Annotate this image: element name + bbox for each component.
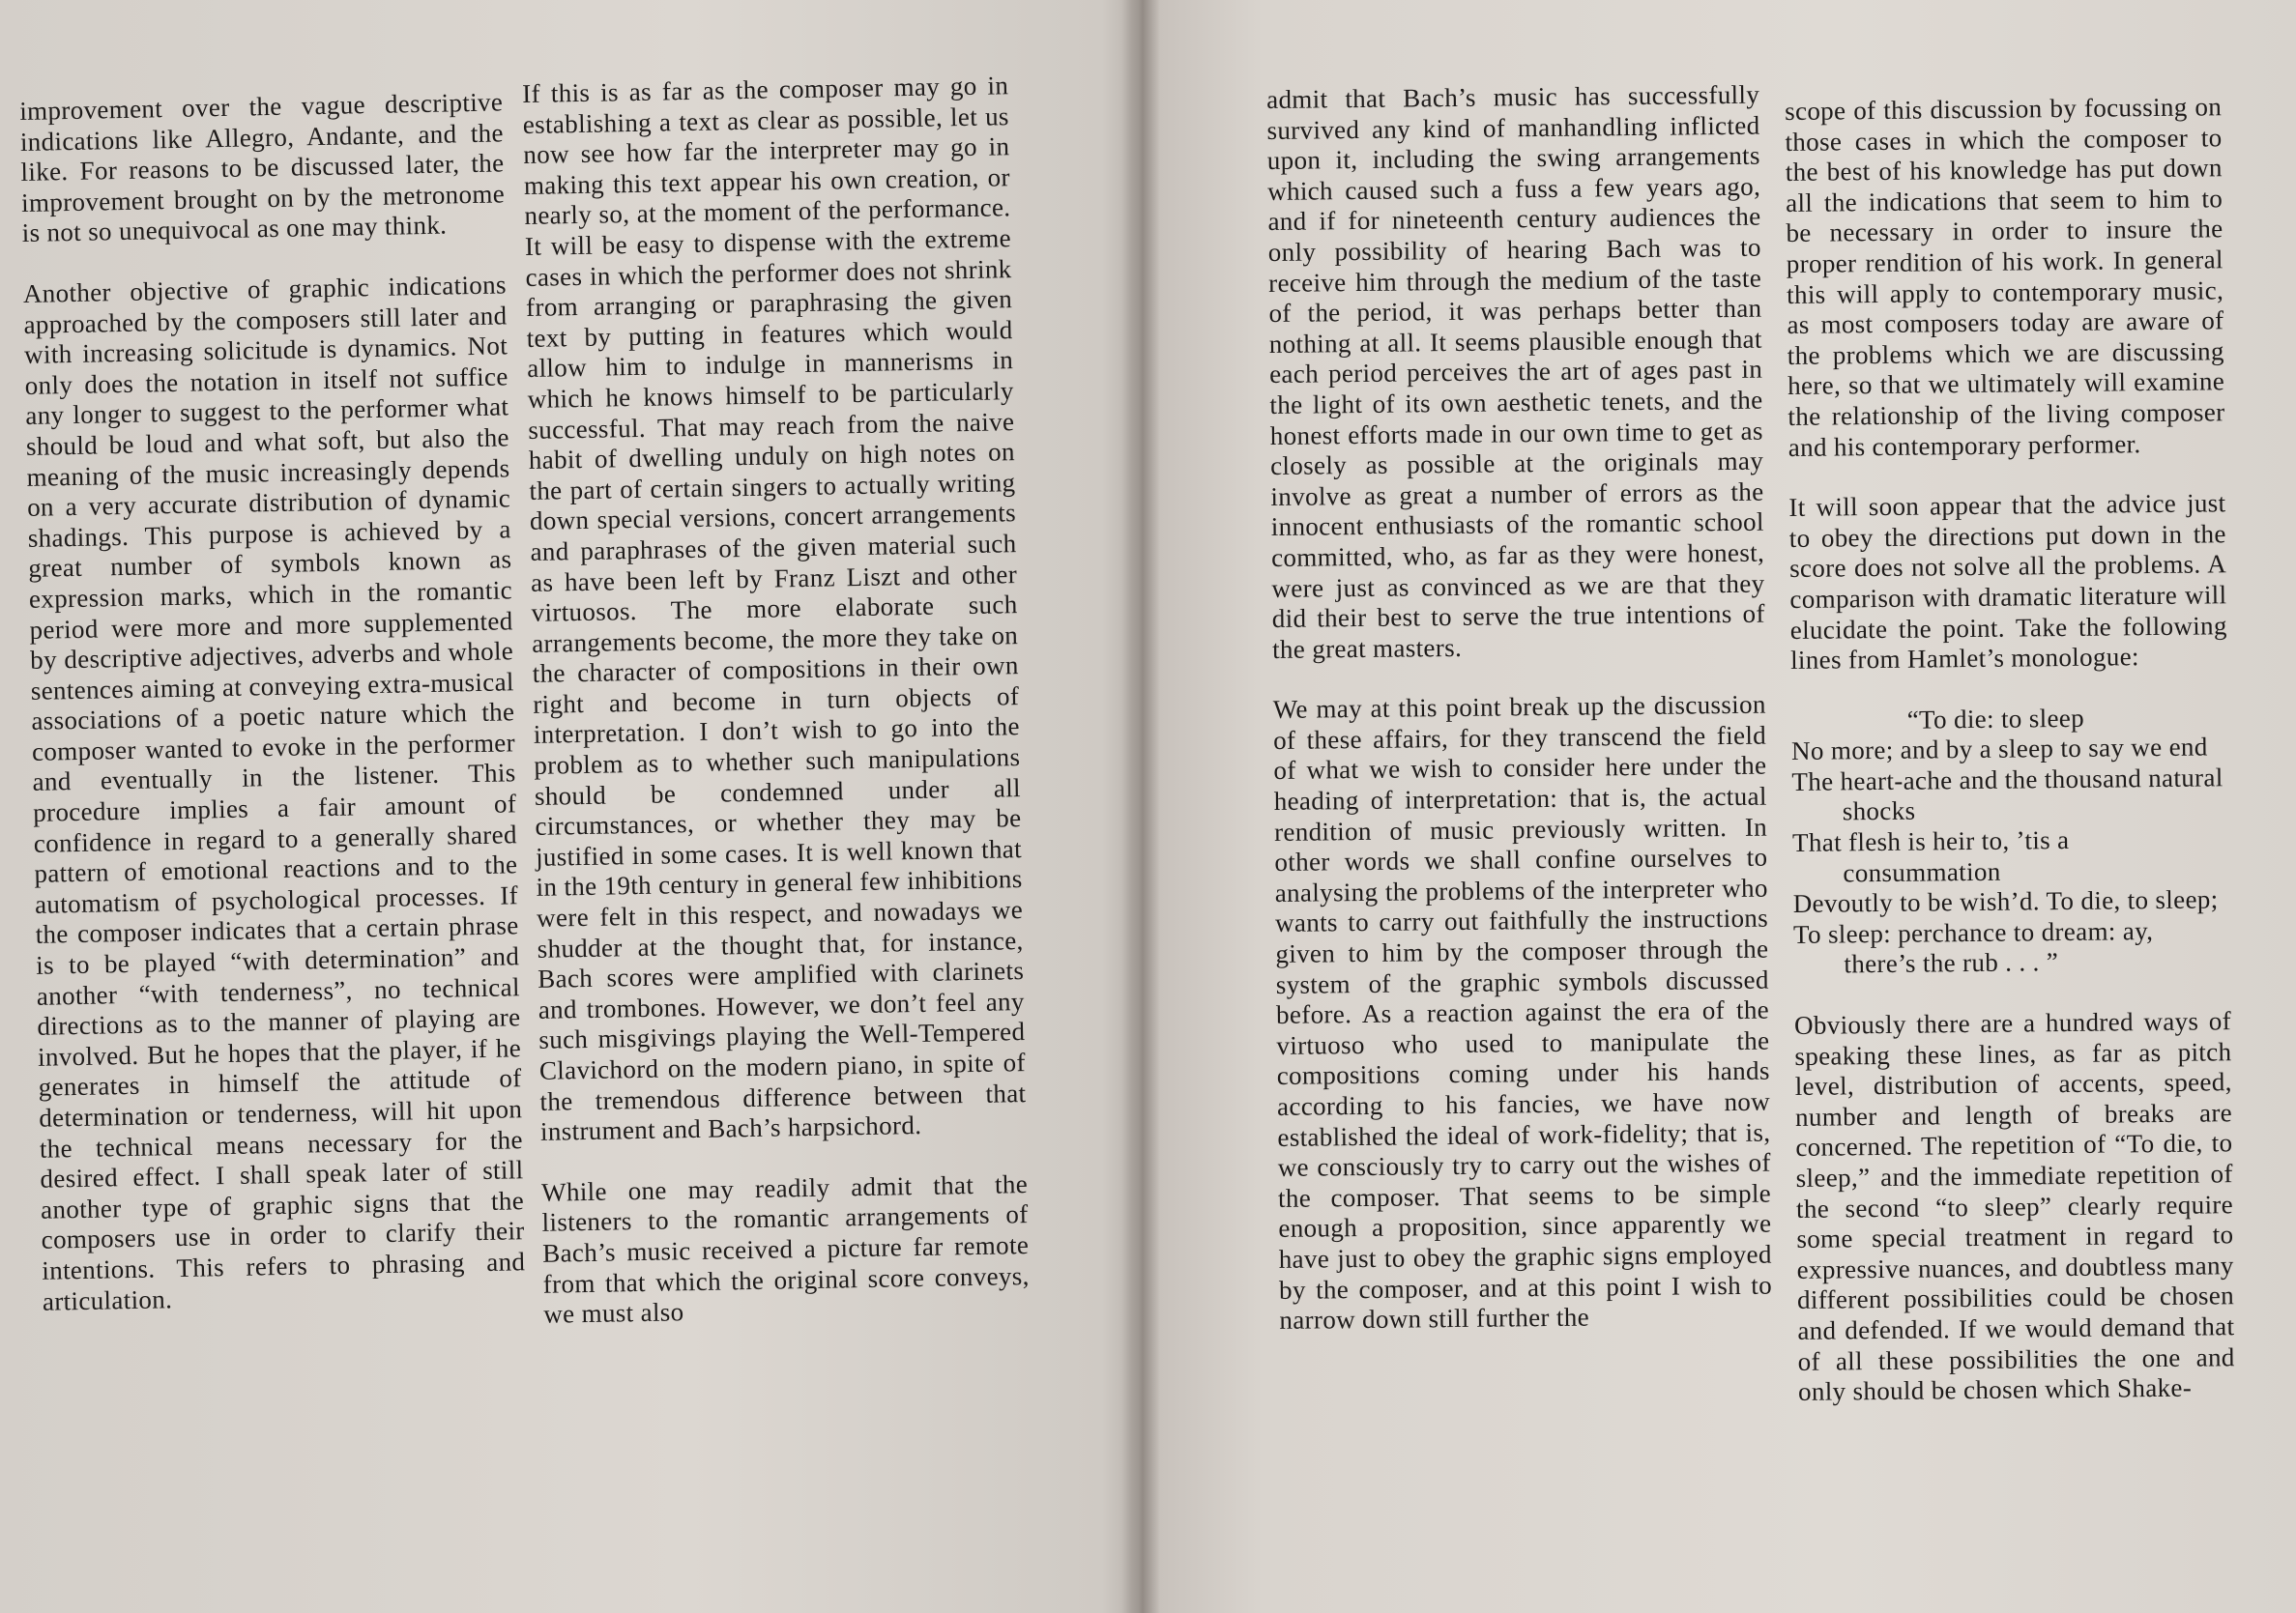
paragraph: We may at this point break up the discussion of these affairs, for they transcend the field of what we wish to consider here under the heading of interpretation: that is, the actual rendition of music previously written. In other words we shall confine ourselves to analysing the problems of the interpreter who wants to carry out faithfully the instructions given to him by the composer through the system of the graphic symbols discussed before. As a reaction against the era of the virtuoso who used to manipulate the compositions coming under his hands according to his fancies, we have now established the ideal of work-fidelity; that is, we consciously try to carry out the wishes of the composer. That seems to be simple enough a proposition, since apparently we have just to obey the graphic signs employed by the composer, and at this point I wish to narrow down still further the (1272, 689, 1773, 1336)
poem-line: Devoutly to be wish’d. To die, to sleep; (1792, 884, 2219, 919)
right-page-column-2 (1785, 92, 2235, 1407)
poem-line: “To die: to sleep (1906, 703, 2085, 734)
left-page-column-2 (522, 71, 1031, 1330)
hamlet-quotation (1791, 702, 2231, 981)
paragraph: Obviously there are a hundred ways of speaking these lines, as far as pitch level, distribution of accents, speed, number and length of breaks are concerned. The repetition of “To die, to sleep,” and the immediate repetition of the second “to sleep” clearly require some special treatment in regard to expressive nuances, and doubtless many different possibilities could be chosen and defended. If we would demand that of all these possibilities the one and only should be chosen which Shake- (1793, 1006, 2235, 1407)
paragraph: If this is as far as the composer may go in establishing a text as clear as possible, let us now see how far the interpreter may go in making this text appear his own creation, or nearly so, at the moment of the performance. It will be easy to dispense with the extreme cases in which the performer does not shrink from arranging or paraphrasing the given text by putting in features which would allow him to indulge in mannerisms in which he knows himself to be particularly successful. That may reach from the naive habit of dwelling unduly on high notes on the part of certain singers to actually writing down special versions, concert arrangements and paraphrases of the given material such as have been left by Franz Liszt and other virtuosos. The more elaborate such arrangements become, the more they take on the character of compositions in their own right and become in turn objects of interpretation. I don’t wish to go into the problem as to whether such manipulations should be condemned under all circumstances, or whether they may be justified in some cases. It is well known that in the 19th century in general few inhibitions were felt in this respect, and nowadays we shudder at the thought that, for instance, Bach scores were amplified with clarinets and trombones. However, we don’t feel any such misgivings playing the Well-Tempered Clavichord on the modern piano, in spite of the tremendous difference between that instrument and Bach’s harpsichord. (522, 71, 1027, 1147)
left-page (0, 0, 1138, 1613)
poem-line: The heart-ache and the thousand natural shocks (1791, 763, 2223, 826)
poem-line: That flesh is heir to, ’tis a consummation (1791, 825, 2070, 888)
paragraph: scope of this discussion by focussing on those cases in which the composer to the best of his knowledge has put down all the indications that seem to him to be necessary in order to insure the proper rendition of his work. In general this will apply to contemporary music, as most composers today are aware of the problems which we are discussing here, so that we ultimately will examine the relationship of the living composer and his contemporary performer. (1785, 92, 2225, 462)
paragraph: improvement over the vague descriptive indications like Allegro, Andante, and the like. For reasons to be discussed later, the improvement brought on by the metronome is not so unequivocal as one may think. (19, 87, 506, 248)
paragraph: While one may readily admit that the listeners to the romantic arrangements of Bach’s music received a picture far remote from that which the original score conveys, we must also (540, 1168, 1030, 1329)
poem-line: To sleep: perchance to dream: ay, there’s the rub . . . ” (1792, 915, 2154, 979)
paragraph: admit that Bach’s music has successfully survived any kind of manhandling inflicted upon it, including the swing arrangements which caused such a fuss a few years ago, and if for nineteenth century audiences the only possibility of hearing Bach was to receive him through the medium of the taste of the period, it was perhaps better than nothing at all. It seems plausible enough that each period perceives the art of ages past in the light of its own aesthetic tenets, and the honest efforts made in our own time to get as closely as possible at the originals may involve as great a number of errors as the innocent enthusiasts of the romantic school committed, who, as far as they were honest, were just as convinced as we are that they did their best to serve the true intentions of the great masters. (1266, 79, 1765, 664)
right-page-column-1 (1266, 80, 1773, 1337)
paragraph: Another objective of graphic indications approached by the composers still later and with increasing solicitude is dynamics. Not only does the notation in itself not suffice any longer to suggest to the performer what should be loud and what soft, but also the meaning of the music increasingly depends on a very accurate distribution of dynamic shadings. This purpose is achieved by a great number of symbols known as expression marks, which in the romantic period were more and more supplemented by descriptive adjectives, adverbs and whole sentences aiming at conveying extra-musical associations of a poetic nature which the composer wanted to evoke in the performer and eventually in the listener. This procedure implies a fair amount of confidence in regard to a generally shared pattern of emotional reactions and to the automatism of psychological processes. If the composer indicates that a certain phrase is to be played “with determination” and another “with tenderness”, no technical directions as to the manner of playing are involved. But he hopes that the player, if he generates in himself the attitude of determination or tenderness, will hit upon the technical means necessary for the desired effect. I shall speak later of still another type of graphic signs that the composers use in order to clarify their intentions. This refers to phrasing and articulation. (22, 270, 526, 1316)
paragraph: It will soon appear that the advice just to obey the directions put down in the score does not solve all the problems. A comparison with dramatic literature will elucidate the point. Take the following lines from Hamlet’s monologue: (1788, 488, 2227, 676)
poem-line: No more; and by a sleep to say we end (1790, 732, 2208, 766)
left-page-column-1 (19, 87, 526, 1317)
